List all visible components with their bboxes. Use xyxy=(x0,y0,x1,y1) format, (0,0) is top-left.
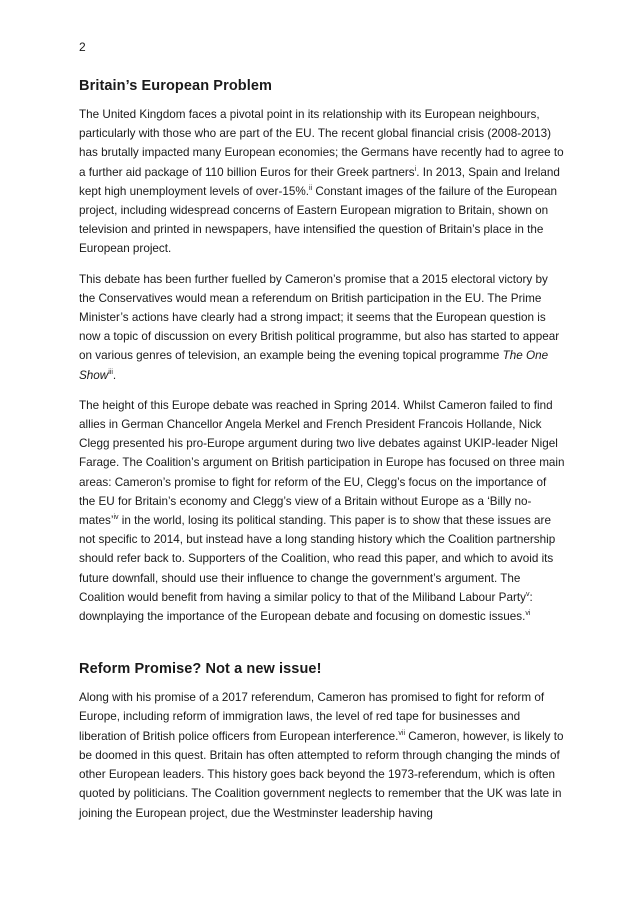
paragraph-s1-p2 xyxy=(79,270,565,385)
text: . xyxy=(112,368,117,382)
text: Cameron, however, is likely to be doomed in this quest. Britain has often attempted to reform through changing the minds of other European leaders. This history goes back beyond the 1973-referendum, which is often quoted by politicians. The Coalition government neglects to remember that the UK was late in joining the European project, due the Westminster leadership having xyxy=(79,729,564,820)
text: : downplaying the importance of the European debate and focusing on domestic issues. xyxy=(79,590,533,624)
footnote-ref-i: i xyxy=(414,165,417,173)
footnote-ref-vi: vi xyxy=(525,610,531,618)
section-heading-reform-promise: Reform Promise? Not a new issue! xyxy=(79,661,322,678)
text: Along with his promise of a 2017 referendum, Cameron has promised to fight for reform of Europe, including reform of immigration laws, the level of red tape for businesses and liberation of British police officers from European interference. xyxy=(79,691,545,743)
paragraph-s1-p1 xyxy=(79,105,565,259)
text: Constant images of the failure of the European project, including widespread concerns of Eastern European migration to Britain, shown on television and printed in newspapers, have intensified the question of Britain’s place in the European project. xyxy=(79,184,558,256)
footnote-ref-ii: ii xyxy=(308,184,313,192)
paragraph-s1-p3 xyxy=(79,396,565,626)
footnote-ref-v: v xyxy=(525,590,530,598)
page-number: 2 xyxy=(79,40,86,54)
text: The United Kingdom faces a pivotal point in its relationship with its European neighbours, particularly with those who are part of the EU. The recent global financial crisis (2008-2013) has brutally impacted many European economies; the Germans have recently had to agree to a further aid package of 110 billion Euros for their Greek partners xyxy=(79,108,564,179)
text: in the world, losing its political standing. This paper is to show that these issues are not specific to 2014, but instead have a long standing history which the Coalition partnership should refer back to. Supporters of the Coalition, who read this paper, and which to avoid its future downfall, should use their influence to change the government’s argument. The Coalition would benefit from having a similar policy to that of the Miliband Labour Party xyxy=(79,514,556,604)
text: . In 2013, Spain and Ireland kept high unemployment levels of over-15%. xyxy=(79,165,560,198)
document-body xyxy=(79,76,565,834)
footnote-ref-iii: iii xyxy=(108,368,113,376)
programme-title: The One Show xyxy=(79,349,549,382)
footnote-ref-vii: vii xyxy=(398,729,406,737)
section-spacer xyxy=(79,637,565,659)
text: The height of this Europe debate was reached in Spring 2014. Whilst Cameron failed to find allies in German Chancellor Angela Merkel and French President Francois Hollande, Nick Clegg presented his pro-Europe argument during two live debates against UKIP-leader Nigel Farage. The Coalition’s argument on British participation in Europe has focused on three main areas: Cameron’s promise to fight for reform of the EU, Clegg’s focus on the importance of the EU for Britain’s economy and Clegg’s view of a Britain without Europe as a ‘Billy no-mates’ xyxy=(79,398,565,528)
text: This debate has been further fuelled by Cameron’s promise that a 2015 electoral victory by the Conservatives would mean a referendum on British participation in the EU. The Prime Minister’s actions have clearly had a strong impact; it seems that the European question is now a topic of discussion on every British political programme, but also has started to appear on various genres of television, an example being the evening topical programme xyxy=(79,272,560,363)
paragraph-s2-p1 xyxy=(79,688,565,822)
section-heading-britains-european-problem: Britain’s European Problem xyxy=(79,78,273,94)
footnote-ref-iv: iv xyxy=(113,514,119,522)
